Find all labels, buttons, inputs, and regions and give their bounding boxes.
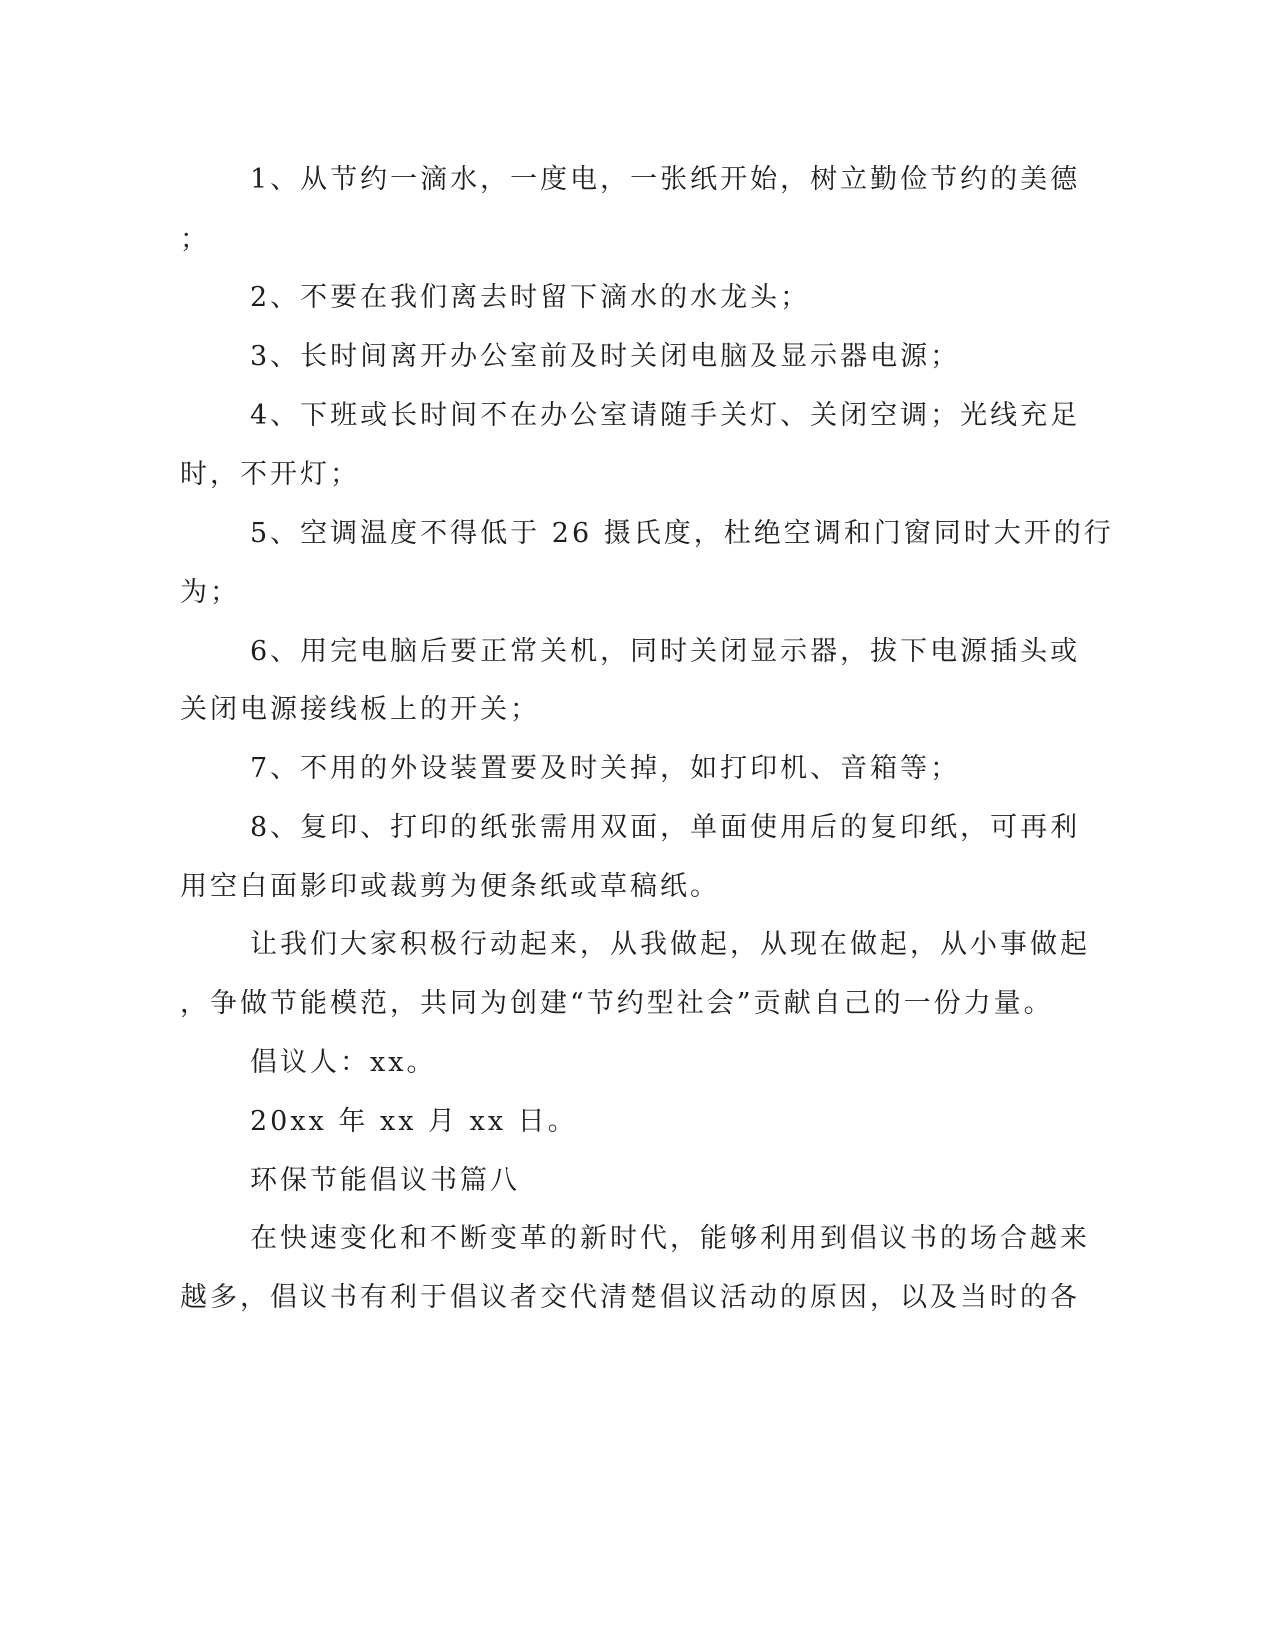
item-8-line-2: 用空白面影印或裁剪为便条纸或草稿纸。 — [180, 871, 720, 902]
date-line: 20xx 年 xx 月 xx 日。 — [250, 1106, 578, 1137]
item-4-line-2: 时，不开灯； — [180, 459, 360, 490]
item-8-line-1: 8、复印、打印的纸张需用双面，单面使用后的复印纸，可再利 — [250, 812, 1081, 843]
intro-paragraph-line-2: 越多，倡议书有利于倡议者交代清楚倡议活动的原因，以及当时的各 — [180, 1282, 1080, 1313]
closing-paragraph-line-1: 让我们大家积极行动起来，从我做起，从现在做起，从小事做起 — [250, 929, 1090, 960]
closing-paragraph-line-2: ，争做节能模范，共同为创建“节约型社会”贡献自己的一份力量。 — [180, 988, 1054, 1019]
item-7: 7、不用的外设装置要及时关掉，如打印机、音箱等； — [250, 753, 961, 784]
item-6-line-2: 关闭电源接线板上的开关； — [180, 694, 540, 725]
item-5-line-1: 5、空调温度不得低于 26 摄氏度，杜绝空调和门窗同时大开的行 — [250, 518, 1114, 549]
item-1-line-1: 1、从节约一滴水，一度电，一张纸开始，树立勤俭节约的美德 — [250, 164, 1081, 195]
section-heading: 环保节能倡议书篇八 — [250, 1165, 520, 1196]
item-3: 3、长时间离开办公室前及时关闭电脑及显示器电源； — [250, 341, 961, 372]
proposer-line: 倡议人：xx。 — [250, 1047, 437, 1078]
item-2: 2、不要在我们离去时留下滴水的水龙头； — [250, 282, 811, 313]
item-4-line-1: 4、下班或长时间不在办公室请随手关灯、关闭空调；光线充足 — [250, 400, 1081, 431]
item-1-line-2: ； — [180, 224, 210, 255]
intro-paragraph-line-1: 在快速变化和不断变革的新时代，能够利用到倡议书的场合越来 — [250, 1223, 1090, 1254]
item-6-line-1: 6、用完电脑后要正常关机，同时关闭显示器，拔下电源插头或 — [250, 636, 1081, 667]
item-5-line-2: 为； — [180, 577, 240, 608]
